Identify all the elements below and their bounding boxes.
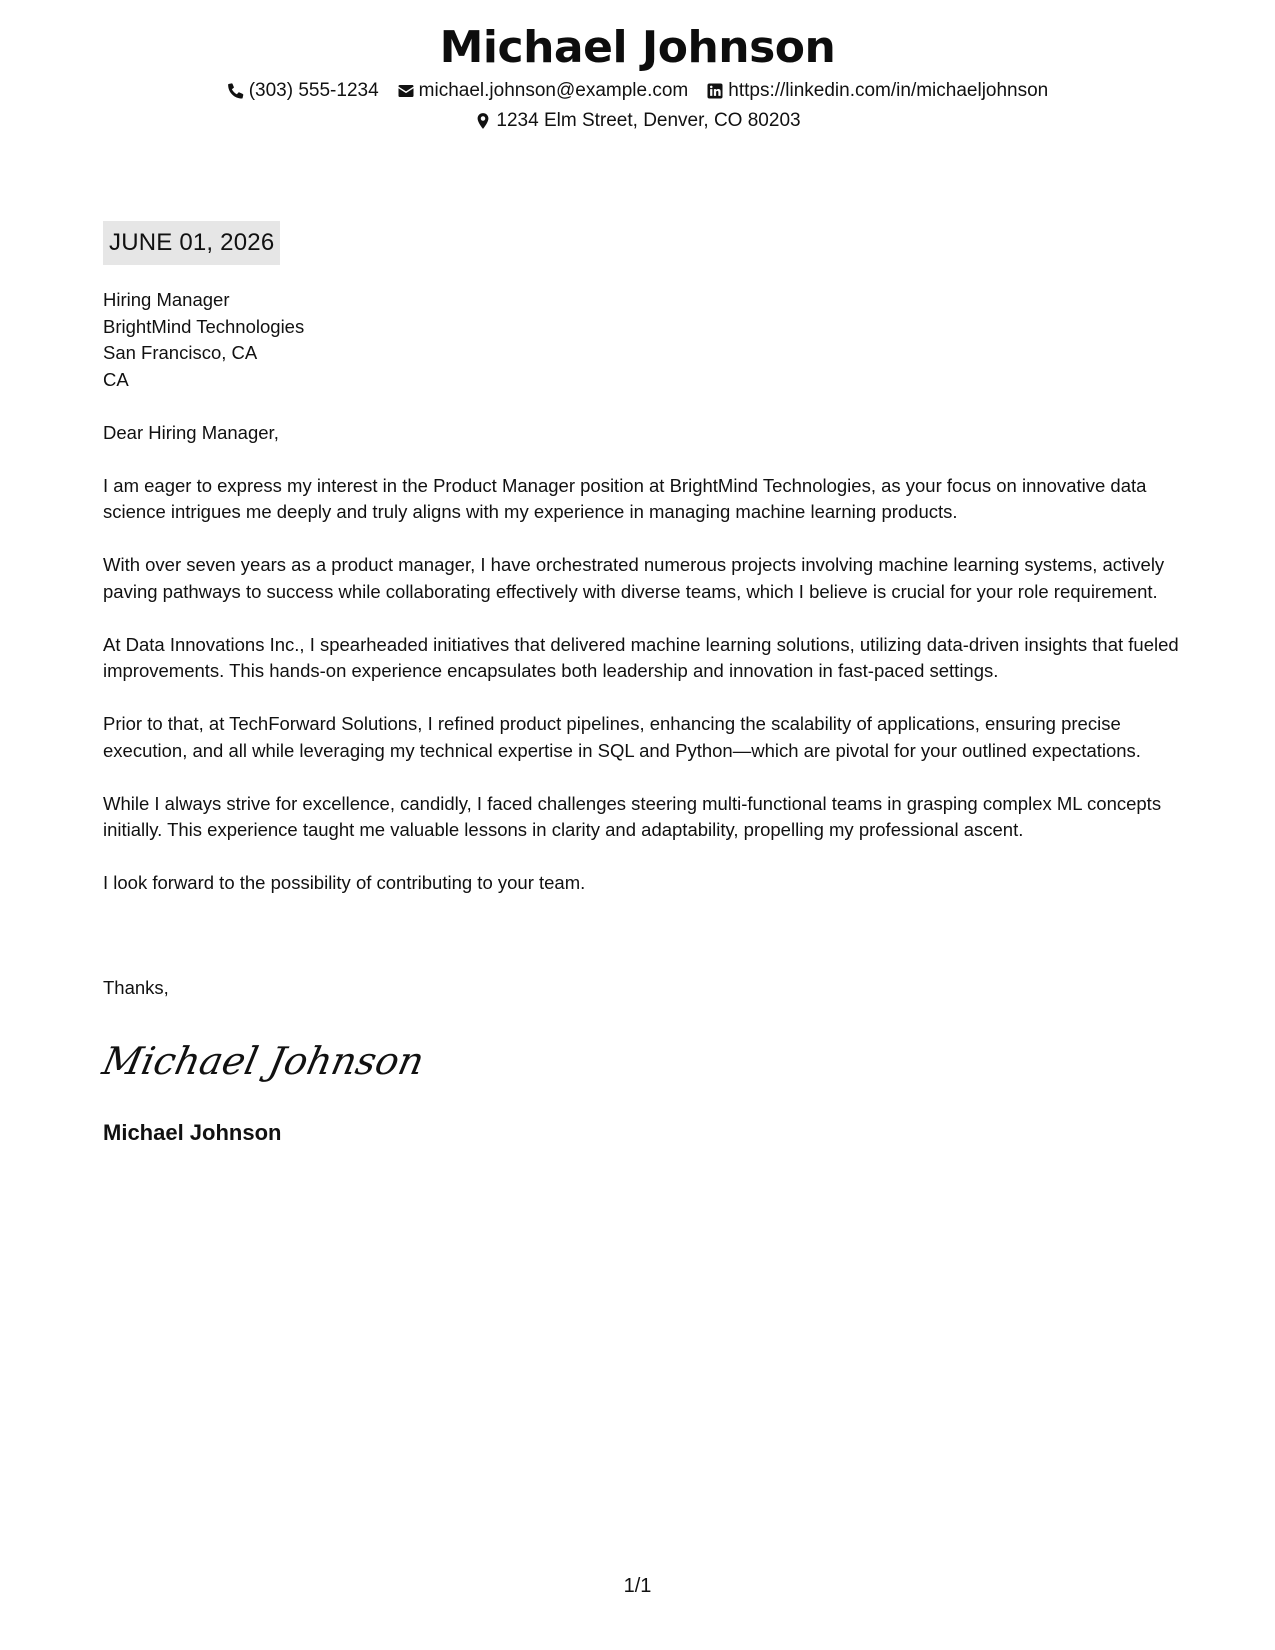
- closing-text: Thanks,: [103, 977, 169, 998]
- body-paragraph: I am eager to express my interest in the Product Manager position at BrightMind Technologies, as your focus on innovative data science intrigues me deeply and truly aligns with my experience in managing machine learning products.: [103, 474, 1147, 522]
- contact-row: [0, 76, 1275, 106]
- letter-date: JUNE 01, 2026: [103, 221, 280, 265]
- phone-icon: [227, 82, 245, 100]
- recipient-city: San Francisco, CA: [103, 342, 258, 363]
- email-contact[interactable]: [397, 76, 689, 106]
- map-marker-icon: [474, 112, 492, 130]
- linkedin-contact[interactable]: [706, 76, 1048, 106]
- linkedin-text: https://linkedin.com/in/michaeljohnson: [728, 80, 1049, 101]
- signer-name: Michael Johnson: [103, 1120, 282, 1145]
- page-number: 1/1: [623, 1575, 652, 1597]
- envelope-icon: [397, 82, 415, 100]
- body-paragraph: With over seven years as a product manager, I have orchestrated numerous projects involving machine learning systems, actively paving pathways to success while collaborating effectively with diverse teams, which I believe is crucial for your role requirement.: [103, 554, 1165, 602]
- recipient-company: BrightMind Technologies: [103, 315, 305, 337]
- body-paragraph: Prior to that, at TechForward Solutions, I refined product pipelines, enhancing the scalability of applications, ensuring precise execution, and all while leveraging my technical expertise in SQL and Python—which are pivotal for your outlined expectations.: [103, 713, 1141, 761]
- address-text: 1234 Elm Street, Denver, CO 80203: [496, 110, 801, 131]
- body-paragraph: At Data Innovations Inc., I spearheaded initiatives that delivered machine learning solutions, utilizing data-driven insights that fueled improvements. This hands-on experience encapsulates both leadership and innovation in fast-paced settings.: [103, 633, 1179, 681]
- handwritten-signature: [98, 1030, 428, 1090]
- recipient-block: [103, 287, 1183, 393]
- phone-contact: [227, 76, 379, 106]
- recipient-title: Hiring Manager: [103, 289, 230, 310]
- address-contact: [474, 106, 800, 136]
- linkedin-icon: [706, 82, 724, 100]
- email-text: michael.johnson@example.com: [418, 80, 689, 101]
- signature-glyphs: Michael Johnson: [98, 1039, 428, 1084]
- letter-header: [0, 20, 1275, 136]
- phone-text: (303) 555-1234: [248, 80, 379, 101]
- applicant-name: Michael Johnson: [439, 22, 836, 73]
- body-paragraph: I look forward to the possibility of contributing to your team.: [103, 872, 586, 893]
- letter-body: [103, 287, 1183, 923]
- body-paragraph: While I always strive for excellence, candidly, I faced challenges steering multi-functional teams in grasping complex ML concepts initially. This experience taught me valuable lessons in clarity and adaptability, propelling my professional ascent.: [103, 792, 1162, 840]
- address-row: [0, 106, 1275, 136]
- salutation: Dear Hiring Manager,: [103, 421, 279, 443]
- recipient-state: CA: [103, 368, 129, 390]
